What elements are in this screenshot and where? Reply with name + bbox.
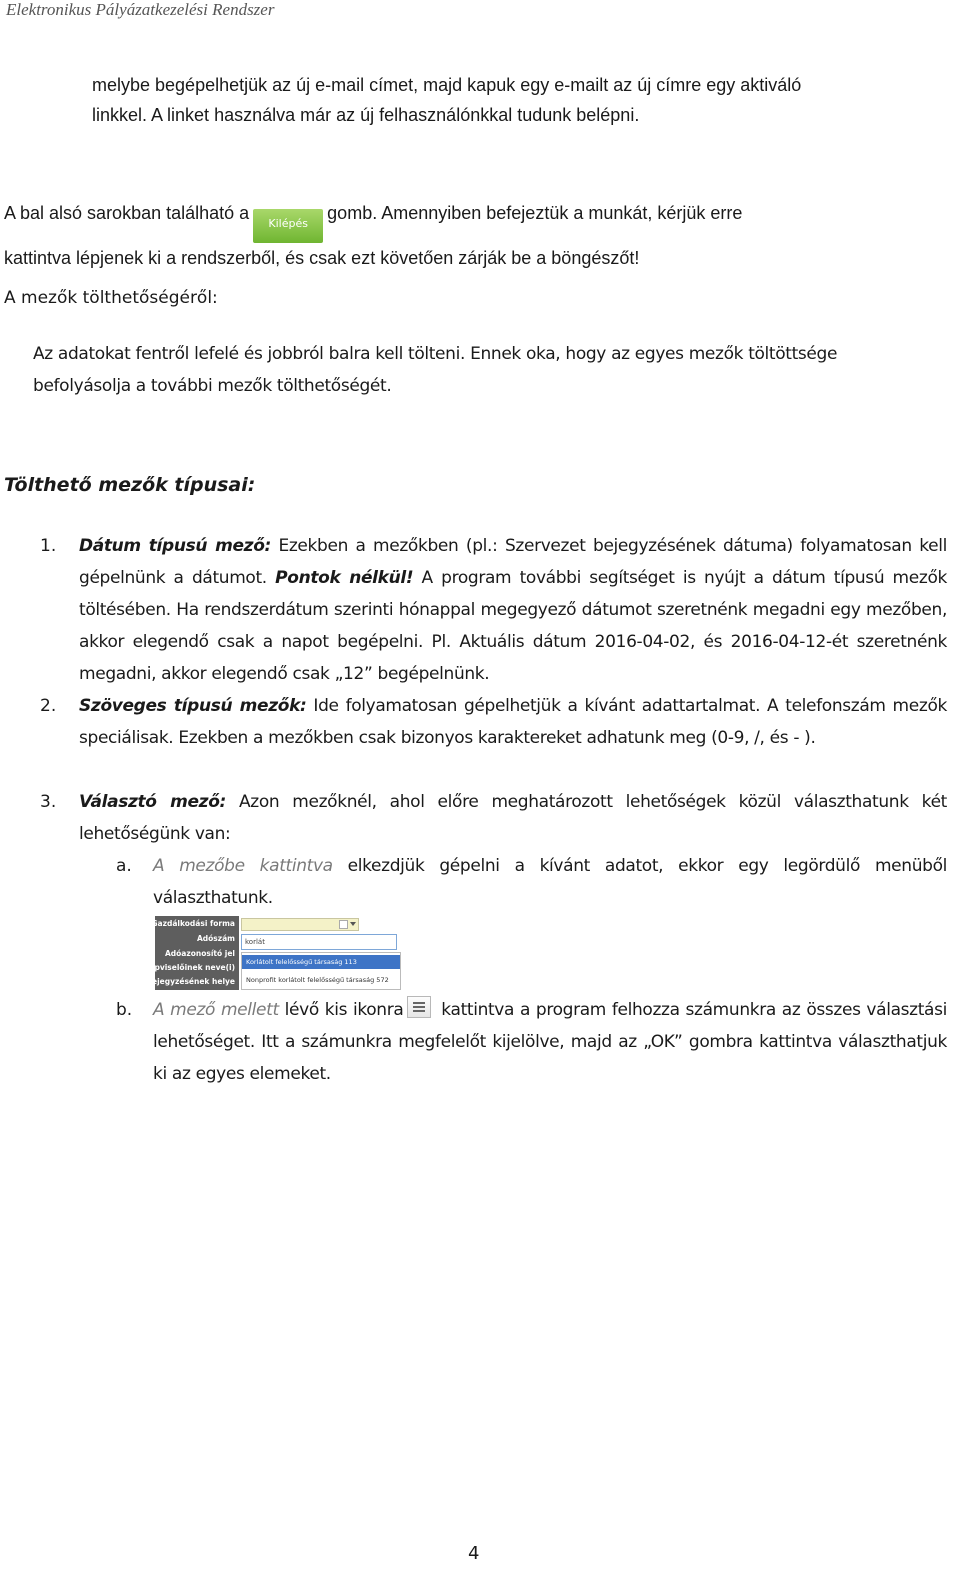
select-box [241, 918, 359, 931]
dropdown-option: Nonprofit korlátolt felelősségű társaság 572 [246, 976, 389, 984]
item-number: 2. [40, 696, 57, 716]
dropdown-list [241, 952, 401, 990]
intro-line-2: linkkel. A linket használva már az új felhasználónkkal tudunk belépni. [92, 105, 640, 125]
list-icon [407, 996, 431, 1018]
sub-item-term: A mezőbe kattintva [153, 856, 333, 876]
item-text-field [79, 690, 947, 754]
item-number: 3. [40, 792, 57, 812]
fillability-paragraph [33, 338, 948, 402]
item-term: Szöveges típusú mezők: [79, 696, 307, 716]
dropdown-example-screenshot [144, 916, 403, 990]
form-label: Adóazonosító jel [164, 949, 235, 958]
list-icon [339, 920, 348, 929]
fillability-line-1: Az adatokat fentről lefelé és jobbról balra kell tölteni. Ennek oka, hogy az egyes mezők töltöttsége [33, 344, 838, 364]
form-label: bejegyzésének helye [146, 977, 235, 986]
dropdown-option: Korlátolt felelősségű társaság 113 [242, 955, 400, 969]
document-header: Elektronikus Pályázatkezelési Rendszer [6, 0, 275, 19]
sub-item-letter: b. [116, 1000, 133, 1020]
form-labels-column [144, 916, 239, 990]
intro-line-1: melybe begépelhetjük az új e-mail címet, majd kapuk egy e-mailt az új címre egy aktiváló [92, 75, 802, 95]
logout-text-before: A bal alsó sarokban található a [4, 203, 250, 223]
item-number: 1. [40, 536, 57, 556]
autocomplete-input: korlát [241, 934, 397, 950]
item-select-field [79, 786, 947, 850]
fillability-heading: A mezők tölthetőségéről: [4, 288, 218, 308]
form-label: képviselőinek neve(i) [144, 963, 235, 972]
logout-button-image: Kilépés [253, 209, 323, 243]
sub-item-b [153, 994, 947, 1090]
types-heading: Tölthető mezők típusai: [4, 474, 256, 496]
sub-item-text: kattintva a program felhozza számunkra az összes választási lehetőséget. Itt a számunkra megfelelőt kijelölve, majd az „OK” gombra kattintva választhatjuk ki az egyes elemeket. [153, 1000, 947, 1084]
form-label: Adószám [196, 934, 235, 943]
sub-item-text: lévő kis ikonra [278, 1000, 404, 1020]
item-term: Választó mező: [79, 792, 226, 812]
intro-paragraph [92, 70, 922, 130]
item-text: A program további segítséget is nyújt a dátum típusú mezők töltésében. Ha rendszerdátum szerinti hónappal megegyező dátumot szeretnénk megadni egy mezőben, akkor elegendő csak a napot begépelni. Pl. Aktuális dátum 2016-04-02, és 2016-04-12-ét szeretnénk megadni, akkor elegendő csak „12” begépelnünk. [79, 568, 947, 684]
item-date-field [79, 530, 947, 690]
sub-item-text: elkezdjük gépelni a kívánt adatot, ekkor egy legördülő menüből választhatunk. [153, 856, 947, 908]
item-text: Azon mezőknél, ahol előre meghatározott lehetőségek közül választhatunk két lehetőségünk van: [79, 792, 947, 844]
logout-text-after: gomb. Amennyiben befejeztük a munkát, kérjük erre [327, 203, 743, 223]
item-text: Ide folyamatosan gépelhetjük a kívánt adattartalmat. A telefonszám mezők speciálisak. Ezekben a mezőkben csak bizonyos karaktereket adhatunk meg (0-9, /, és - ). [79, 696, 947, 748]
item-text: Ezekben a mezőkben (pl.: Szervezet bejegyzésének dátuma) folyamatosan kell gépelnünk a dátumot. [79, 536, 947, 588]
item-emphasis: Pontok nélkül! [275, 568, 414, 588]
page-number: 4 [468, 1543, 480, 1564]
sub-item-a [153, 850, 947, 914]
fillability-line-2: befolyásolja a további mezők tölthetőségét. [33, 376, 392, 396]
item-term: Dátum típusú mező: [79, 536, 271, 556]
logout-line-2: kattintva lépjenek ki a rendszerből, és csak ezt követően zárják be a böngészőt! [4, 248, 640, 268]
sub-item-term: A mező mellett [153, 1000, 279, 1020]
sub-item-letter: a. [116, 856, 132, 876]
form-label: Gazdálkodási forma [151, 919, 235, 928]
chevron-down-icon [350, 922, 356, 926]
logout-paragraph [4, 198, 934, 273]
